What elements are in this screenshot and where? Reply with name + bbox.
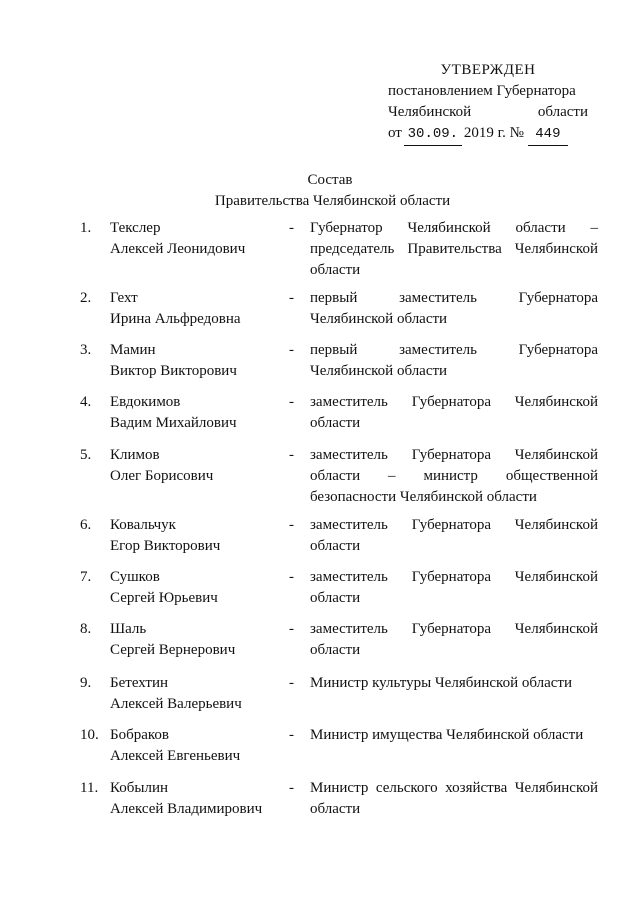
member-given-names: Егор Викторович: [110, 538, 221, 554]
member-position: первый заместитель Губернатора Челябинской области: [310, 290, 598, 327]
member-dash: -: [289, 342, 294, 358]
title-line-1: Состав: [307, 172, 353, 188]
member-surname: Бобраков: [110, 727, 170, 743]
member-number: 5.: [80, 447, 92, 463]
member-position: заместитель Губернатора Челябинской области: [310, 569, 598, 606]
approval-oblast-text: области: [537, 104, 588, 120]
member-position: Министр культуры Челябинской области: [310, 675, 573, 691]
member-name: [110, 218, 285, 260]
member-number: 3.: [80, 342, 92, 358]
approval-region-text: Челябинской: [388, 104, 472, 120]
member-position: заместитель Губернатора Челябинской области: [310, 621, 598, 658]
member-name: [110, 392, 285, 434]
member-dash: -: [289, 447, 294, 463]
approval-stamp: [388, 60, 588, 146]
member-number: 11.: [80, 780, 99, 796]
member-name: [110, 619, 285, 661]
approval-date-row: [388, 123, 588, 146]
member-name: [110, 288, 285, 330]
member-given-names: Алексей Леонидович: [110, 241, 246, 257]
member-given-names: Виктор Викторович: [110, 363, 237, 379]
member-surname: Бетехтин: [110, 675, 169, 691]
member-given-names: Сергей Вернерович: [110, 642, 236, 658]
member-surname: Ковальчук: [110, 517, 176, 533]
member-number: 2.: [80, 290, 92, 306]
member-dash: -: [289, 569, 294, 585]
member-number: 9.: [80, 675, 92, 691]
member-position: Министр сельского хозяйства Челябинской области: [310, 780, 598, 817]
approval-line-2: [388, 102, 588, 123]
approval-decree-text: постановлением Губернатора: [388, 83, 576, 99]
member-surname: Климов: [110, 447, 160, 463]
member-dash: -: [289, 675, 294, 691]
approval-line-1: [388, 81, 588, 102]
member-given-names: Олег Борисович: [110, 468, 214, 484]
document-title: [0, 170, 640, 212]
member-number: 4.: [80, 394, 92, 410]
member-position: Министр имущества Челябинской области: [310, 727, 584, 743]
member-number: 7.: [80, 569, 92, 585]
member-dash: -: [289, 621, 294, 637]
member-name: [110, 725, 285, 767]
member-name: [110, 340, 285, 382]
member-surname: Кобылин: [110, 780, 169, 796]
member-name: [110, 445, 285, 487]
title-line-2: Правительства Челябинской области: [214, 193, 451, 209]
member-surname: Сушков: [110, 569, 160, 585]
member-position: заместитель Губернатора Челябинской области: [310, 517, 598, 554]
member-dash: -: [289, 220, 294, 236]
approval-heading: УТВЕРЖДЕН: [440, 62, 536, 78]
member-name: [110, 567, 285, 609]
member-name: [110, 778, 285, 820]
member-surname: Евдокимов: [110, 394, 181, 410]
member-dash: -: [289, 394, 294, 410]
member-dash: -: [289, 727, 294, 743]
member-given-names: Алексей Валерьевич: [110, 696, 242, 712]
member-given-names: Алексей Евгеньевич: [110, 748, 241, 764]
approval-date: 30.09.: [404, 124, 462, 146]
member-dash: -: [289, 290, 294, 306]
member-given-names: Вадим Михайлович: [110, 415, 237, 431]
member-given-names: Алексей Владимирович: [110, 801, 263, 817]
member-position: заместитель Губернатора Челябинской области – министр общественной безопасности Челябинской области: [310, 447, 598, 505]
member-name: [110, 673, 285, 715]
member-dash: -: [289, 780, 294, 796]
member-given-names: Сергей Юрьевич: [110, 590, 218, 606]
member-number: 10.: [80, 727, 99, 743]
member-dash: -: [289, 517, 294, 533]
member-position: Губернатор Челябинской области – председатель Правительства Челябинской области: [310, 220, 598, 278]
member-number: 8.: [80, 621, 92, 637]
member-name: [110, 515, 285, 557]
approval-number: 449: [528, 124, 568, 146]
member-surname: Шаль: [110, 621, 147, 637]
member-surname: Текслер: [110, 220, 161, 236]
member-number: 6.: [80, 517, 92, 533]
approval-from-label: от: [388, 125, 402, 141]
member-surname: Гехт: [110, 290, 138, 306]
member-surname: Мамин: [110, 342, 156, 358]
member-number: 1.: [80, 220, 92, 236]
member-position: заместитель Губернатора Челябинской области: [310, 394, 598, 431]
member-position: первый заместитель Губернатора Челябинской области: [310, 342, 598, 379]
approval-year-label: 2019 г. №: [463, 125, 524, 141]
member-given-names: Ирина Альфредовна: [110, 311, 241, 327]
